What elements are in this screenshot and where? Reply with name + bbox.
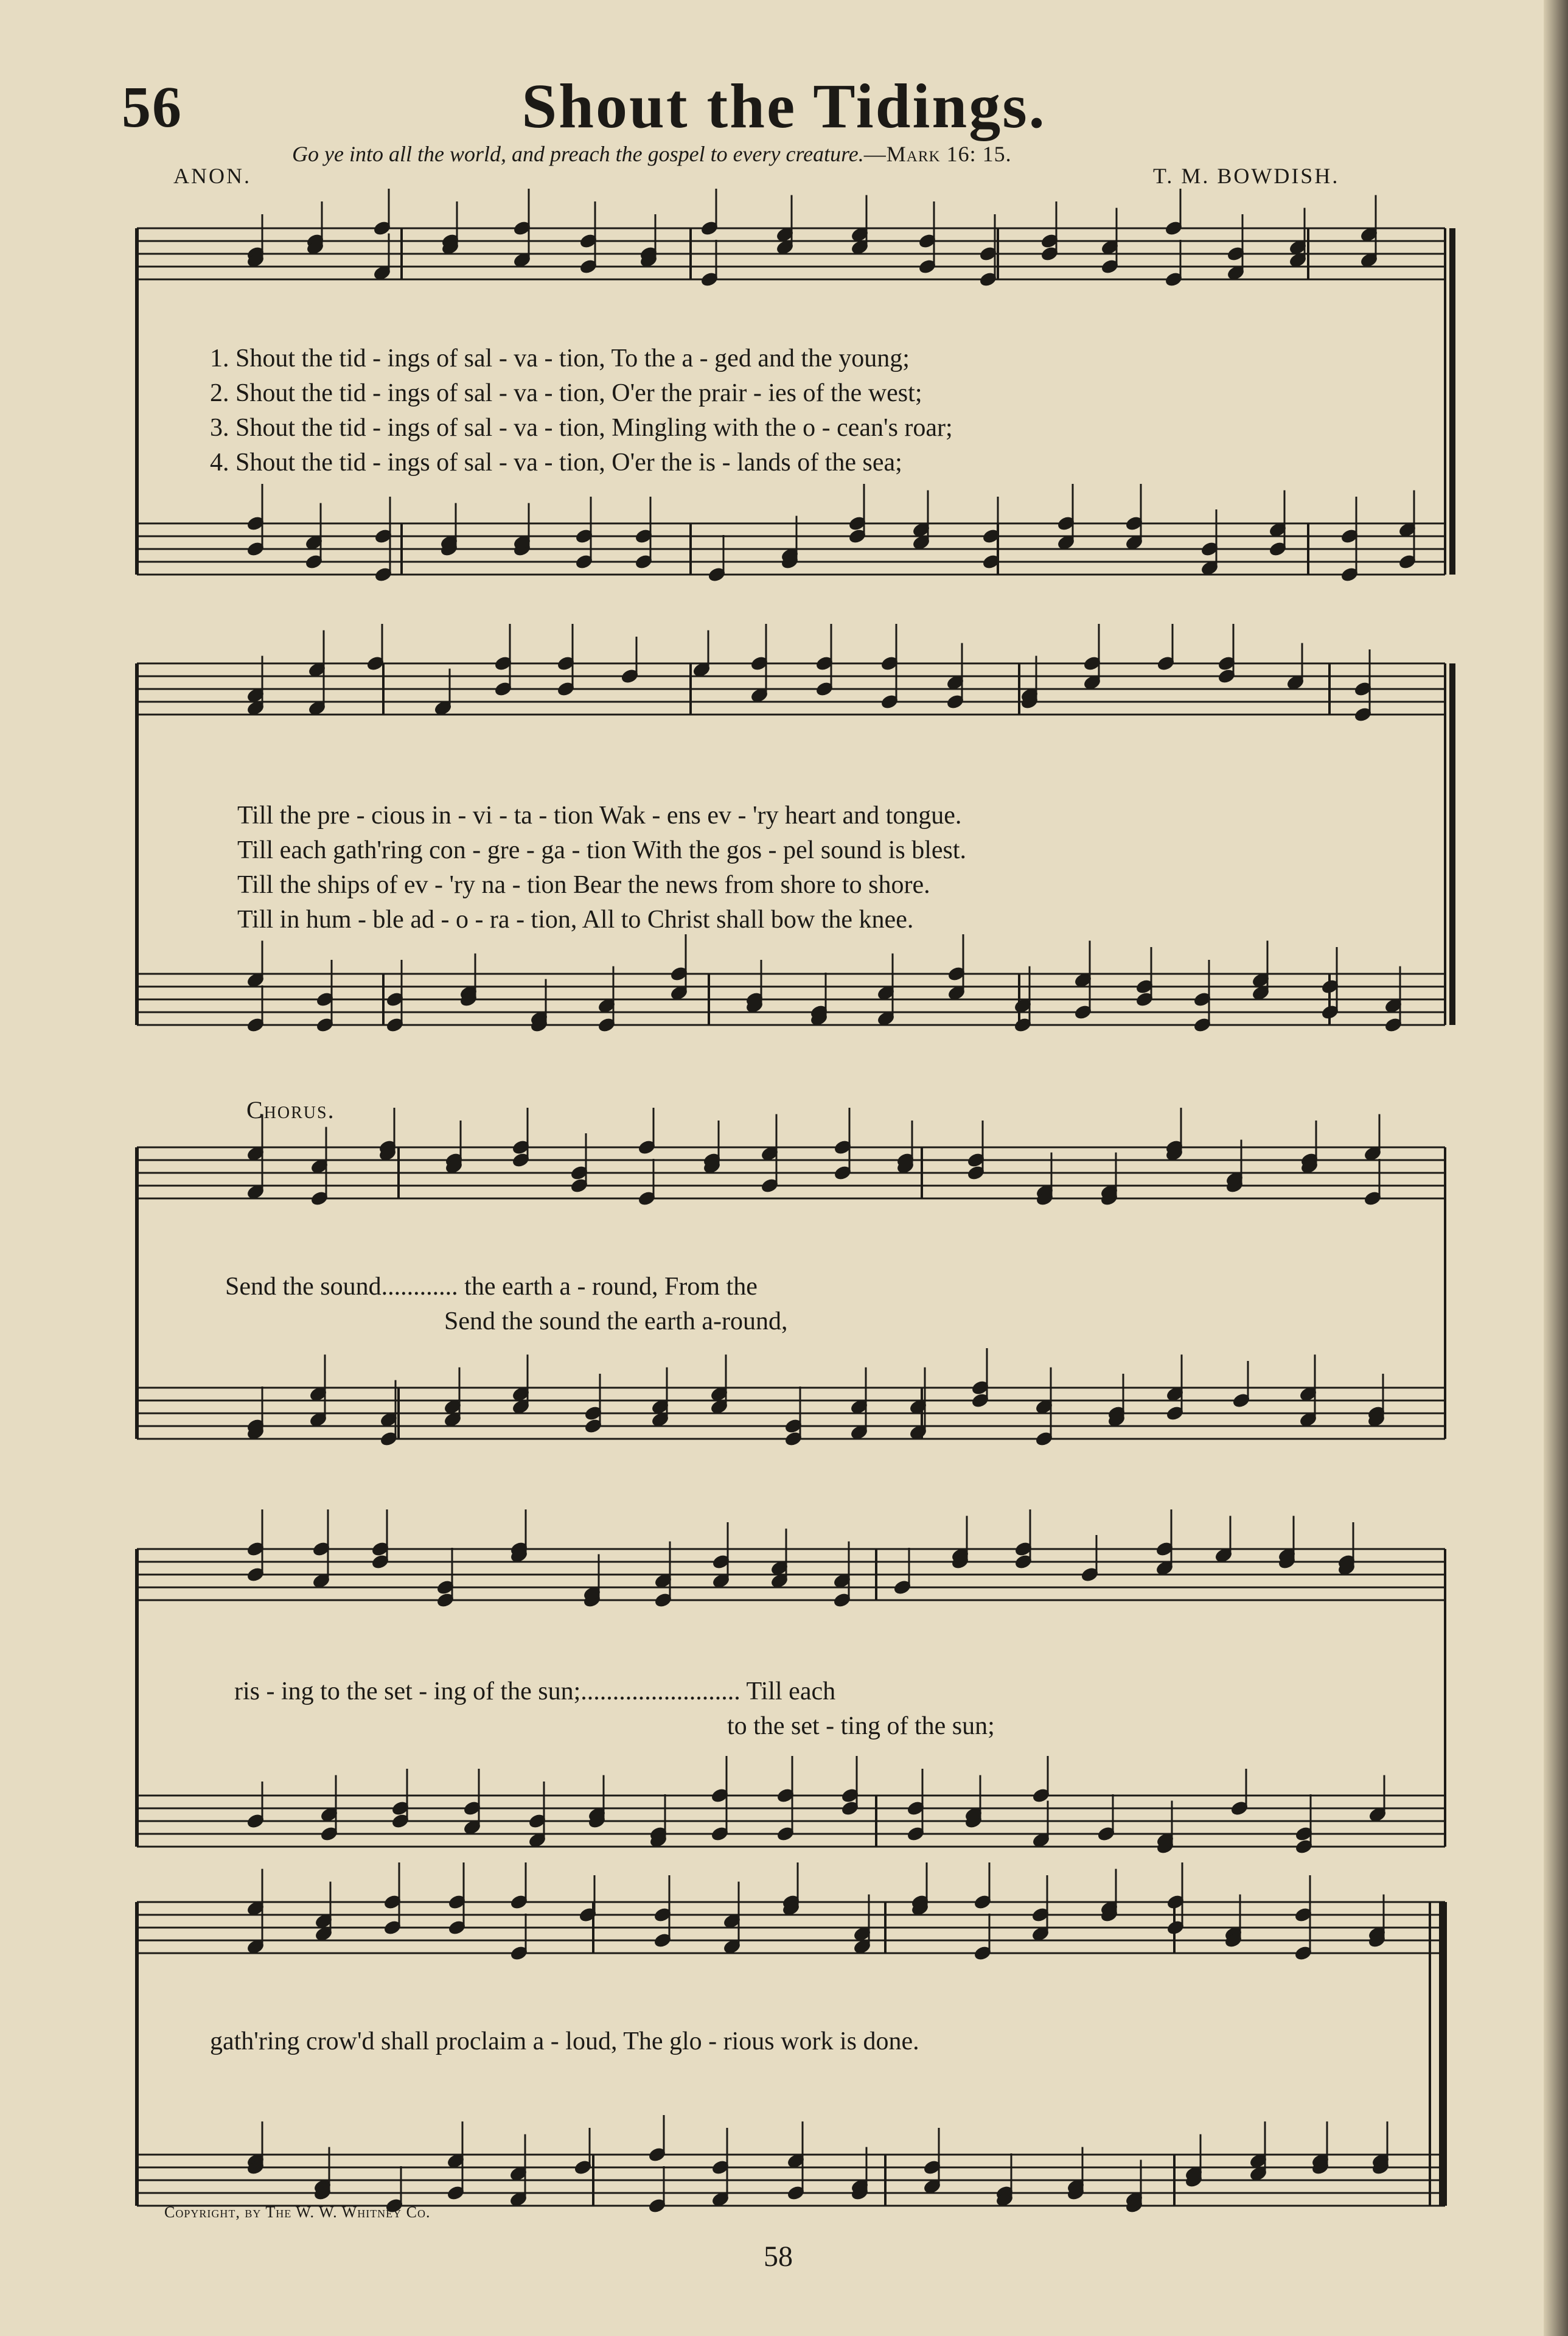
hymn-number: 56 <box>122 74 183 139</box>
chorus-label: Chorus. <box>246 1096 335 1124</box>
words-credit: ANON. <box>173 164 251 188</box>
music-credit: T. M. BOWDISH. <box>1153 164 1340 188</box>
scripture-text: Go ye into all the world, and preach the gospel to every creature. <box>292 142 864 166</box>
copyright-notice: Copyright, by The W. W. Whitney Co. <box>164 2203 431 2221</box>
hymn-title: Shout the Tidings. <box>521 71 1047 141</box>
scripture-ref: —Mark 16: 15. <box>863 142 1012 166</box>
page-number: 58 <box>764 2240 793 2273</box>
